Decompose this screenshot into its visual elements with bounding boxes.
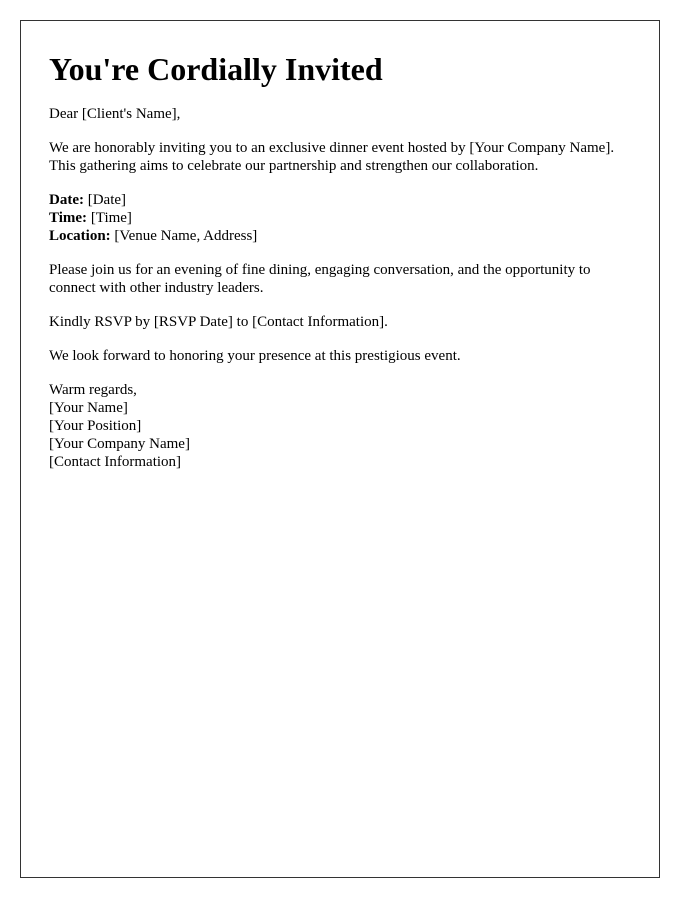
date-line <box>49 191 639 209</box>
letter-content <box>49 49 639 487</box>
time-value: [Time] <box>87 210 132 226</box>
location-line <box>49 227 639 245</box>
page-title: You're Cordially Invited <box>49 51 383 87</box>
signer-contact: [Contact Information] <box>49 454 182 470</box>
date-value: [Date] <box>83 192 127 208</box>
letter-page <box>20 20 660 878</box>
time-line <box>49 209 639 227</box>
time-label: Time: <box>49 210 88 226</box>
signer-company: [Your Company Name] <box>49 436 190 452</box>
event-details <box>49 191 639 245</box>
location-label: Location: <box>49 228 111 244</box>
rsvp-paragraph: Kindly RSVP by [RSVP Date] to [Contact Information]. <box>49 314 388 330</box>
sign-off: Warm regards, <box>49 382 137 398</box>
body-paragraph: Please join us for an evening of fine dining, engaging conversation, and the opportunity to connect with other industry leaders. <box>49 262 591 296</box>
greeting: Dear [Client's Name], <box>49 106 181 122</box>
signature-block <box>49 381 639 471</box>
location-value: [Venue Name, Address] <box>110 228 258 244</box>
date-label: Date: <box>49 192 84 208</box>
intro-paragraph: We are honorably inviting you to an exclusive dinner event hosted by [Your Company Name]. This gathering aims to celebrate our partnership and strengthen our collaboration. <box>49 140 615 174</box>
closing-paragraph: We look forward to honoring your presence at this prestigious event. <box>49 348 461 364</box>
signer-name: [Your Name] <box>49 400 128 416</box>
signer-position: [Your Position] <box>49 418 142 434</box>
